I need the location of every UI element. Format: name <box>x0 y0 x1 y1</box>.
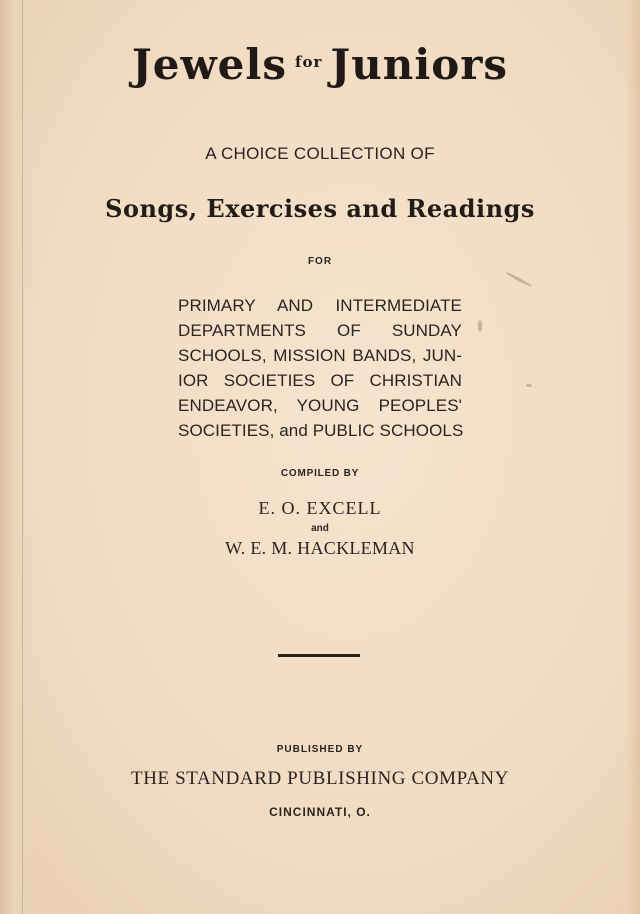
description-block <box>178 293 462 443</box>
for-label: FOR <box>307 256 333 267</box>
publisher-name: THE STANDARD PUBLISHING COMPANY <box>131 768 509 789</box>
subtitle-songs: Songs, Exercises and Readings <box>105 194 535 223</box>
book-title-right: Juniors <box>330 40 509 89</box>
compiled-by-label: COMPILED BY <box>280 468 360 479</box>
divider-rule <box>278 654 360 657</box>
author-excell: E. O. EXCELL <box>258 498 382 518</box>
and-label: and <box>311 523 329 534</box>
paper-smudge <box>526 384 532 387</box>
author-hackleman: W. E. M. HACKLEMAN <box>225 538 415 558</box>
published-by-label: PUBLISHED BY <box>276 744 364 755</box>
book-title <box>0 40 640 89</box>
description-line: ENDEAVOR, YOUNG PEOPLES' <box>178 396 462 415</box>
description-line: SCHOOLS, MISSION BANDS, JUN- <box>178 346 462 365</box>
description-line: IOR SOCIETIES OF CHRISTIAN <box>178 371 462 390</box>
description-line: SOCIETIES, and PUBLIC SCHOOLS <box>178 421 464 440</box>
publisher-city: CINCINNATI, O. <box>269 805 371 819</box>
description-line: DEPARTMENTS OF SUNDAY <box>178 321 462 340</box>
book-title-left: Jewels <box>131 40 287 89</box>
paper-smudge <box>505 271 533 288</box>
description-line: PRIMARY AND INTERMEDIATE <box>178 296 462 315</box>
paper-smudge <box>478 320 482 332</box>
book-title-for: for <box>295 53 323 71</box>
subtitle-collection: A CHOICE COLLECTION OF <box>205 144 435 163</box>
